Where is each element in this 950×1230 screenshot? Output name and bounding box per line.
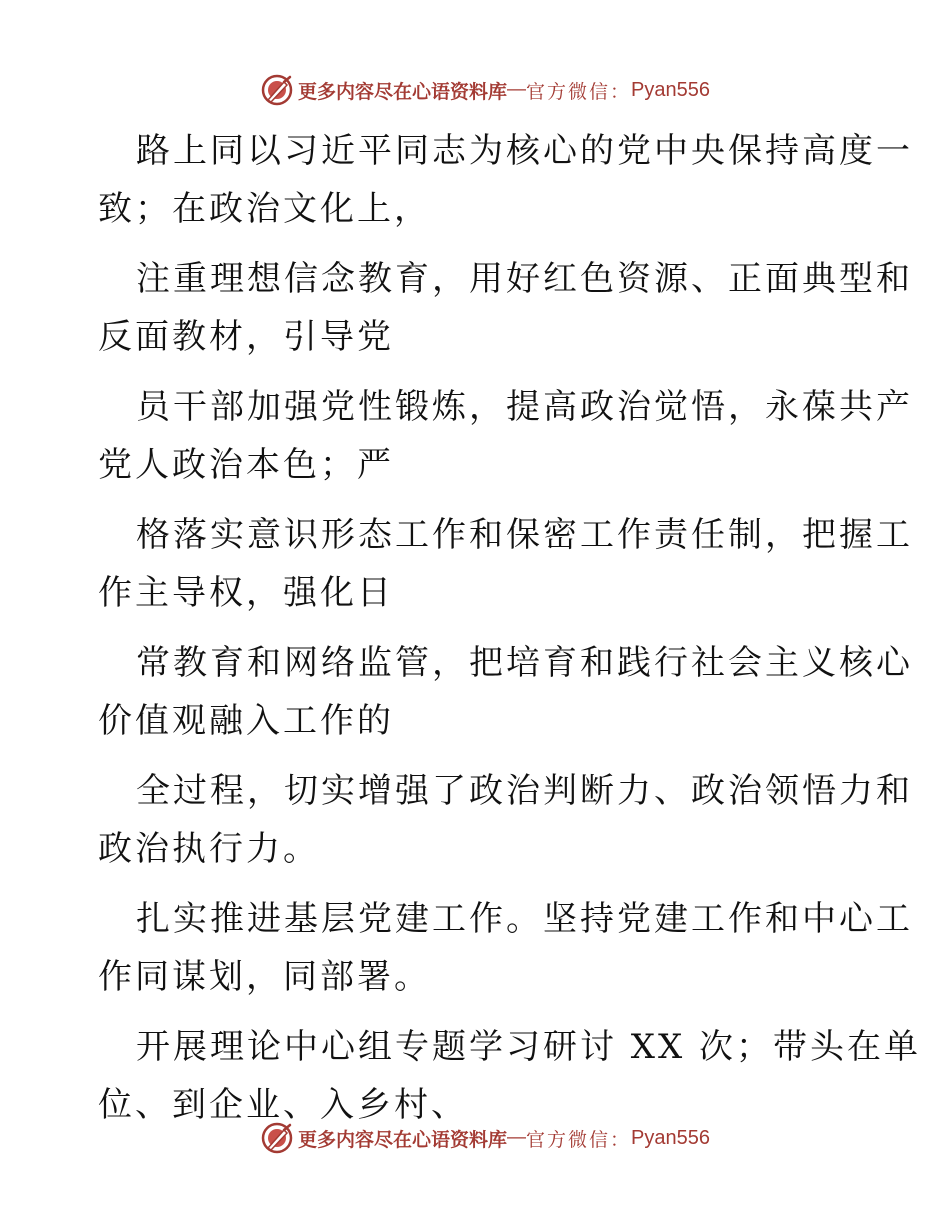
- header-wechat-label: 官方微信：: [526, 80, 632, 103]
- paragraph-2: [98, 250, 913, 366]
- paragraph-7-line-1: 扎实推进基层党建工作。坚持党建工作和中心工: [136, 899, 913, 939]
- paragraph-8-line-1: 开展理论中心组专题学习研讨 XX 次；带头在单: [136, 1027, 922, 1067]
- paragraph-6-line-2: 政治执行力。: [98, 829, 320, 869]
- paragraph-4-line-1: 格落实意识形态工作和保密工作责任制，把握工: [136, 515, 913, 555]
- paragraph-4-line-2: 作主导权，强化日: [98, 573, 394, 613]
- paragraph-5-line-1: 常教育和网络监管，把培育和践行社会主义核心: [136, 643, 913, 683]
- paragraph-3-line-2: 党人政治本色；严: [98, 445, 394, 485]
- quill-pen-logo-icon: [260, 73, 294, 107]
- header-banner-inner: [260, 73, 710, 107]
- footer-dash: —: [507, 1127, 527, 1148]
- footer-wechat-label: 官方微信：: [526, 1128, 632, 1151]
- paragraph-3-line-1: 员干部加强党性锻炼，提高政治觉悟，永葆共产: [136, 387, 913, 427]
- paragraph-2-line-2: 反面教材，引导党: [98, 317, 394, 357]
- paragraph-1: [98, 122, 913, 238]
- paragraph-8: [98, 1018, 922, 1134]
- paragraph-8-line-2: 位、到企业、入乡村、: [98, 1085, 468, 1125]
- paragraph-2-line-1: 注重理想信念教育，用好红色资源、正面典型和: [136, 259, 913, 299]
- header-promo-text: 更多内容尽在心语资料库: [298, 80, 508, 103]
- paragraph-6-line-1: 全过程，切实增强了政治判断力、政治领悟力和: [136, 771, 913, 811]
- paragraph-7: [98, 890, 913, 1006]
- paragraph-7-line-2: 作同谋划，同部署。: [98, 957, 431, 997]
- header-dash: —: [507, 79, 527, 100]
- footer-promo-text: 更多内容尽在心语资料库: [298, 1128, 508, 1151]
- footer-banner: [0, 1118, 950, 1158]
- paragraph-1-line-1: 路上同以习近平同志为核心的党中央保持高度一: [136, 131, 913, 171]
- paragraph-3: [98, 378, 913, 494]
- paragraph-5-line-2: 价值观融入工作的: [98, 701, 394, 741]
- paragraph-1-line-2: 致；在政治文化上，: [98, 189, 431, 229]
- paragraph-5: [98, 634, 913, 750]
- header-banner: [0, 70, 950, 110]
- paragraph-6: [98, 762, 913, 878]
- footer-banner-inner: [260, 1121, 710, 1155]
- quill-pen-logo-icon: [260, 1121, 294, 1155]
- footer-wechat-id: Pyan556: [631, 1126, 710, 1149]
- paragraph-4: [98, 506, 913, 622]
- header-wechat-id: Pyan556: [631, 78, 710, 101]
- document-body: [98, 122, 922, 1134]
